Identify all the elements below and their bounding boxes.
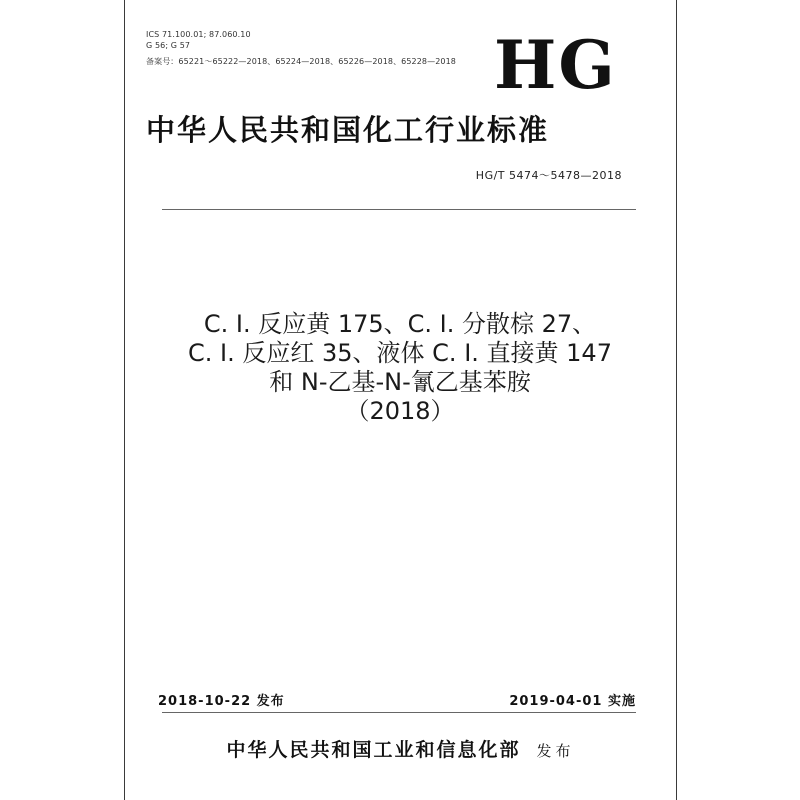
title-line: 和 N-乙基-N-氰乙基苯胺 — [269, 368, 531, 396]
effective-date: 2019-04-01 实施 — [509, 694, 636, 709]
publisher-name: 中华人民共和国工业和信息化部 — [226, 739, 521, 761]
standard-code: HG/T 5474～5478—2018 — [475, 169, 622, 182]
footer-divider — [162, 712, 636, 713]
ccs-code: G 56; G 57 — [146, 41, 191, 50]
title-line: C. I. 反应红 35、液体 C. I. 直接黄 147 — [188, 339, 612, 367]
document-title — [140, 310, 660, 426]
standard-category: 中华人民共和国化工行业标准 — [146, 113, 550, 147]
title-line: C. I. 反应黄 175、C. I. 分散棕 27、 — [203, 310, 597, 338]
filing-number: 备案号：65221～65222—2018、65224—2018、65226—2018、65228—2018 — [146, 57, 456, 66]
title-line: （2018） — [345, 397, 455, 425]
issue-date: 2018-10-22 发布 — [158, 694, 285, 709]
publish-verb: 发布 — [536, 742, 575, 760]
ics-code: ICS 71.100.01; 87.060.10 — [146, 30, 251, 39]
publisher — [124, 735, 677, 762]
header-divider — [162, 209, 636, 210]
hg-logo: HG — [494, 26, 617, 104]
